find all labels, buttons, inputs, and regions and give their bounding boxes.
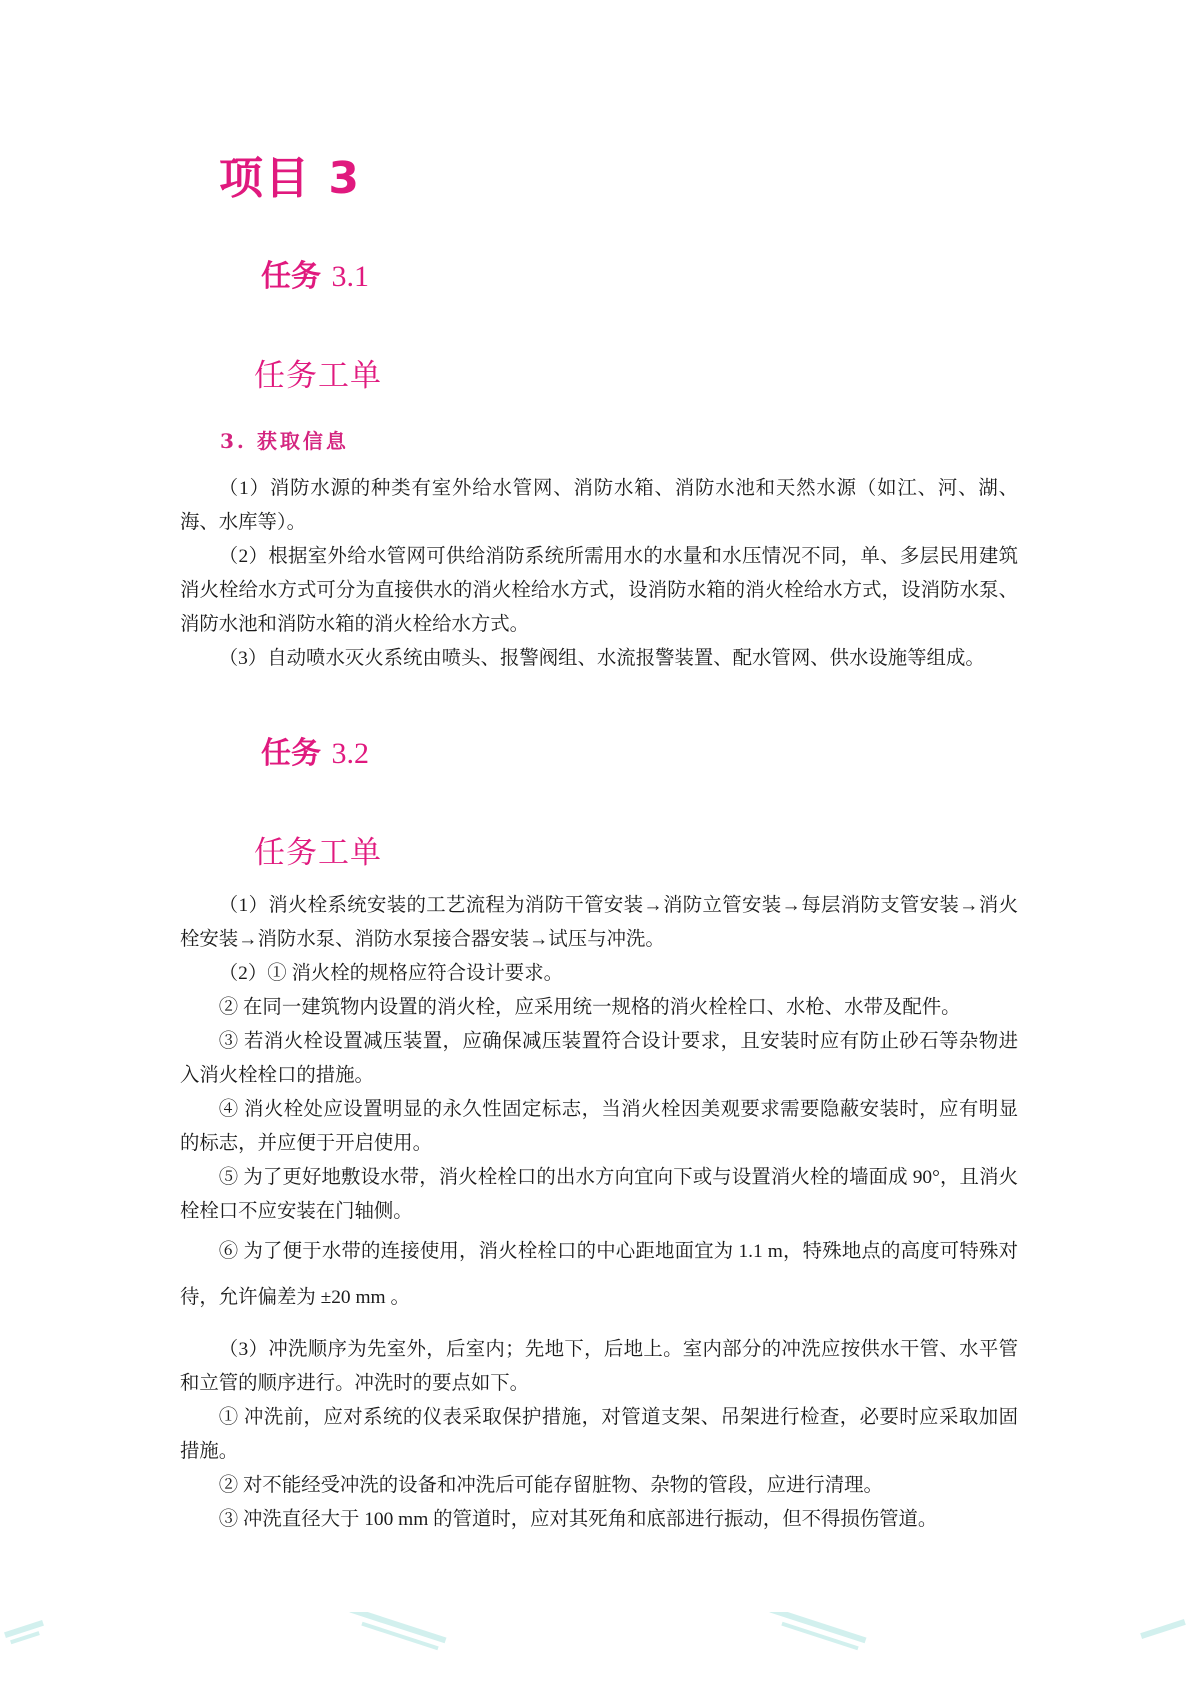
paragraph: ④ 消火栓处应设置明显的永久性固定标志，当消火栓因美观要求需要隐蔽安装时，应有明显的标志，并应便于开启使用。 (180, 1099, 1018, 1154)
paragraph: （1）消防水源的种类有室外给水管网、消防水箱、消防水池和天然水源（如江、河、湖、海、水库等）。 (180, 478, 1018, 533)
paragraph: （2）根据室外给水管网可供给消防系统所需用水的水量和水压情况不同，单、多层民用建筑消火栓给水方式可分为直接供水的消火栓给水方式，设消防水箱的消火栓给水方式，设消防水泵、消防水池和消防水箱的消火栓给水方式。 (180, 546, 1018, 635)
paragraph: ② 对不能经受冲洗的设备和冲洗后可能存留脏物、杂物的管段，应进行清理。 (218, 1475, 883, 1496)
watermark-mark (760, 1612, 880, 1652)
task-3-2-body (180, 889, 1018, 1537)
paragraph: （2）① 消火栓的规格应符合设计要求。 (218, 963, 563, 984)
paragraph: ① 冲洗前，应对系统的仪表采取保护措施，对管道支架、吊架进行检查，必要时应采取加固措施。 (180, 1407, 1018, 1462)
watermark-mark (340, 1612, 460, 1652)
section-heading-get-info: 3. 获取信息 (220, 429, 349, 453)
task-number: 3.2 (331, 737, 369, 770)
task-3-1-title (261, 251, 369, 295)
task-number: 3.1 (331, 260, 369, 293)
paragraph: （1）消火栓系统安装的工艺流程为消防干管安装→消防立管安装→每层消防支管安装→消火栓安装→消防水泵、消防水泵接合器安装→试压与冲洗。 (180, 895, 1018, 950)
watermark-mark (1130, 1612, 1190, 1652)
task-3-1-worksheet-title: 任务工单 (254, 358, 382, 394)
task-keyword: 任务 (261, 736, 321, 771)
watermark-mark (0, 1612, 60, 1652)
task-3-2-title (261, 728, 369, 772)
paragraph: （3）冲洗顺序为先室外，后室内；先地下，后地上。室内部分的冲洗应按供水干管、水平管和立管的顺序进行。冲洗时的要点如下。 (180, 1339, 1018, 1394)
paragraph: ② 在同一建筑物内设置的消火栓，应采用统一规格的消火栓栓口、水枪、水带及配件。 (218, 997, 961, 1018)
task-3-1-body (180, 472, 1018, 676)
project-title: 项目 3 (219, 153, 361, 204)
task-keyword: 任务 (261, 259, 321, 294)
paragraph: （3）自动喷水灭火系统由喷头、报警阀组、水流报警装置、配水管网、供水设施等组成。 (218, 648, 985, 669)
task-3-2-worksheet-title: 任务工单 (254, 835, 382, 871)
paragraph: ③ 若消火栓设置减压装置，应确保减压装置符合设计要求，且安装时应有防止砂石等杂物进入消火栓栓口的措施。 (180, 1031, 1018, 1086)
paragraph: ⑥ 为了便于水带的连接使用，消火栓栓口的中心距地面宜为 1.1 m，特殊地点的高度可特殊对待，允许偏差为 ±20 mm 。 (180, 1241, 1018, 1308)
paragraph: ③ 冲洗直径大于 100 mm 的管道时，应对其死角和底部进行振动，但不得损伤管道。 (218, 1509, 938, 1530)
paragraph: ⑤ 为了更好地敷设水带，消火栓栓口的出水方向宜向下或与设置消火栓的墙面成 90°，且消火栓栓口不应安装在门轴侧。 (180, 1167, 1018, 1222)
